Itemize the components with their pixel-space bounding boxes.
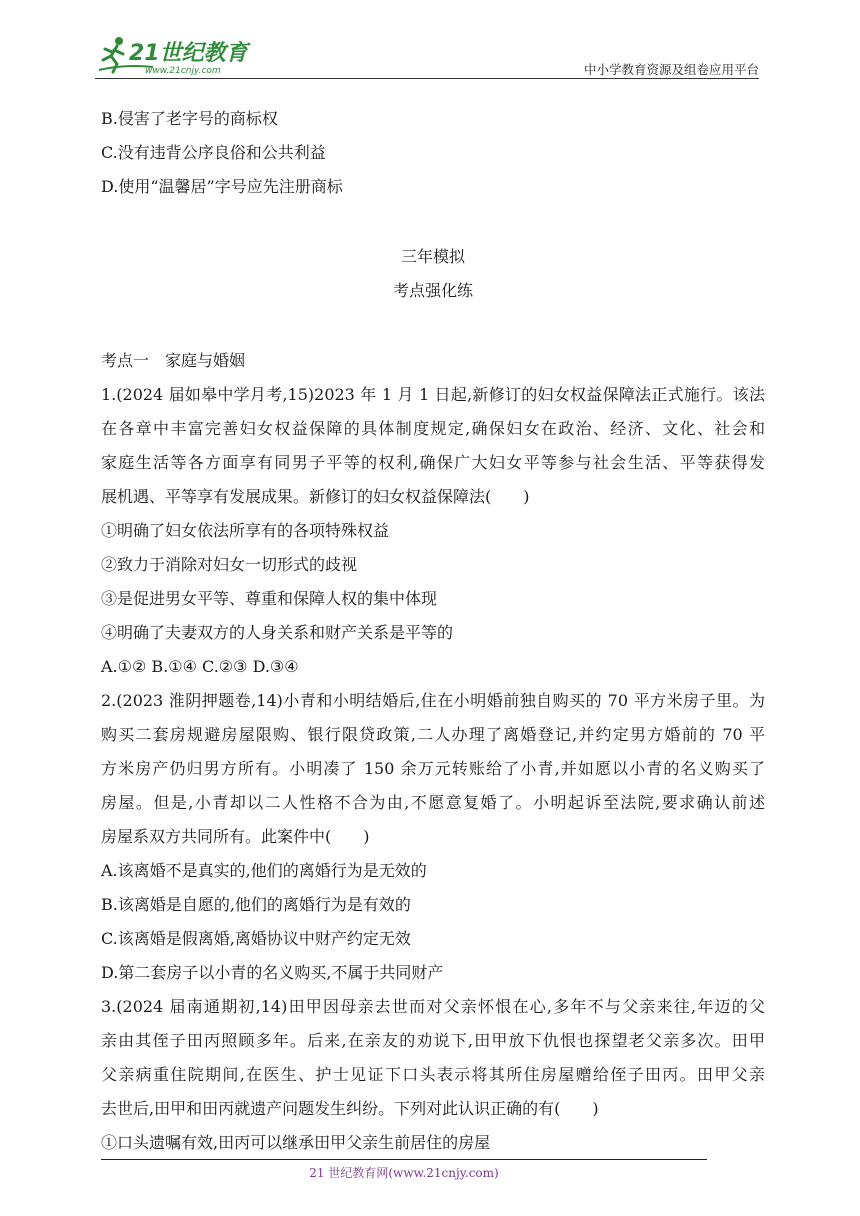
q2-option: A.该离婚不是真实的,他们的离婚行为是无效的 [101,861,427,880]
logo-text: 21世纪教育 [129,41,248,66]
prev-option-d: D.使用“温馨居”字号应先注册商标 [101,177,343,196]
q3-stem-line: 父亲病重住院期间,在医生、护士见证下口头表示将其所住房屋赠给侄子田丙。田甲父亲 [101,1065,765,1084]
q1-item: ③是促进男女平等、尊重和保障人权的集中体现 [101,589,438,608]
page-header [95,32,759,80]
logo-url: www.21cnjy.com [145,66,221,76]
footer-divider [101,1159,707,1160]
prev-option-b: B.侵害了老字号的商标权 [101,109,278,128]
prev-option-c: C.没有违背公序良俗和公共利益 [101,143,326,162]
q2-stem-line: 购买二套房规避房屋限购、银行限贷政策,二人办理了离婚登记,并约定男方婚前的 70 平 [101,725,765,744]
section-subtitle: 考点强化练 [392,281,473,300]
q3-stem-line: 3.(2024 届南通期初,14)田甲因母亲去世而对父亲怀恨在心,多年不与父亲来往,年迈的父 [101,997,765,1016]
q2-option: C.该离婚是假离婚,离婚协议中财产约定无效 [101,929,411,948]
q2-stem-line: 2.(2023 淮阴押题卷,14)小青和小明结婚后,住在小明婚前独自购买的 70 平方米房子里。为 [101,691,765,710]
q2-option: B.该离婚是自愿的,他们的离婚行为是有效的 [101,895,411,914]
document-body [101,102,765,1160]
q2-stem-line: 房屋系双方共同所有。此案件中( ) [101,827,370,846]
q3-item: ①口头遗嘱有效,田丙可以继承田甲父亲生前居住的房屋 [101,1133,491,1152]
q2-stem-line: 方米房产仍归男方所有。小明凑了 150 余万元转账给了小青,并如愿以小青的名义购买了 [101,759,765,778]
q1-stem-line: 1.(2024 届如皋中学月考,15)2023 年 1 月 1 日起,新修订的妇女权益保障法正式施行。该法 [101,385,765,404]
q1-stem-line: 在各章中丰富完善妇女权益保障的具体制度规定,确保妇女在政治、经济、文化、社会和 [101,419,765,438]
q1-stem-line: 家庭生活等各方面享有同男子平等的权利,确保广大妇女平等参与社会生活、平等获得发 [101,453,765,472]
q1-item: ①明确了妇女依法所享有的各项特殊权益 [101,521,390,540]
q2-stem-line: 房屋。但是,小青却以二人性格不合为由,不愿意复婚了。小明起诉至法院,要求确认前述 [101,793,765,812]
footer-site: 21 世纪教育网(www.21cnjy.com) [309,1166,499,1180]
section-title: 三年模拟 [400,247,465,266]
header-platform-name: 中小学教育资源及组卷应用平台 [583,62,759,77]
q3-stem-line: 亲由其侄子田丙照顾多年。后来,在亲友的劝说下,田甲放下仇恨也探望老父亲多次。田甲 [101,1031,765,1050]
topic-heading: 考点一 家庭与婚姻 [101,351,246,370]
q1-item: ④明确了夫妻双方的人身关系和财产关系是平等的 [101,623,454,642]
q1-stem-line: 展机遇、平等享有发展成果。新修订的妇女权益保障法( ) [101,487,530,506]
q3-stem-line: 去世后,田甲和田丙就遗产问题发生纠纷。下列对此认识正确的有( ) [101,1099,599,1118]
q2-option: D.第二套房子以小青的名义购买,不属于共同财产 [101,963,444,982]
q1-item: ②致力于消除对妇女一切形式的歧视 [101,555,358,574]
logo-21cnjy [95,34,265,76]
q1-choices: A.①② B.①④ C.②③ D.③④ [101,657,299,676]
header-divider [95,78,759,79]
